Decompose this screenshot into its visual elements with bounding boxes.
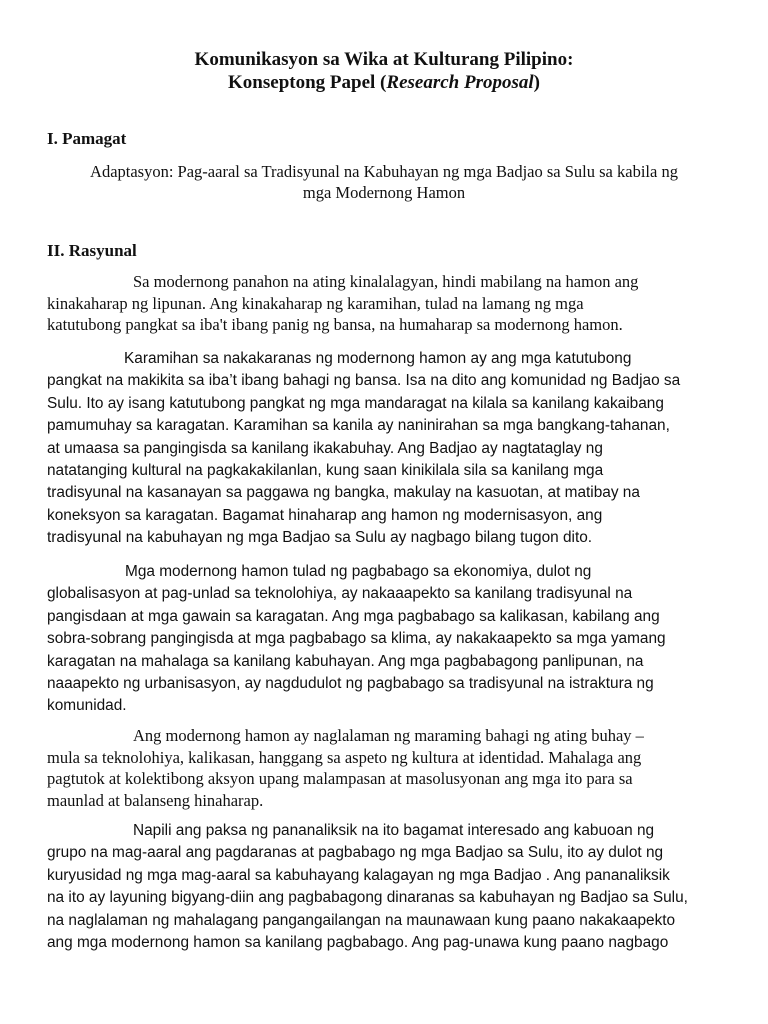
section-heading-rasyunal: II. Rasyunal bbox=[47, 241, 137, 260]
paragraph-line: pagtutok at kolektibong aksyon upang malampasan at masolusyonan ang mga ito para sa bbox=[47, 769, 633, 788]
paragraph-line: Napili ang paksa ng pananaliksik na ito bagamat interesado ang kabuoan ng bbox=[133, 822, 655, 839]
rasyunal-paragraph-4 bbox=[47, 725, 727, 811]
paragraph-line: komunidad. bbox=[47, 697, 127, 715]
paragraph-line: globalisasyon at pag-unlad sa teknolohiya, ay nakaaapekto sa kanilang tradisyunal na bbox=[47, 585, 633, 603]
paragraph-line: pangisdaan at mga gawain sa karagatan. Ang mga pagbabago sa kalikasan, kabilang ang bbox=[47, 607, 660, 625]
paragraph-line: na ito ay layuning bigyang-diin ang pagbabagong dinaranas sa kabuhayan ng Badjao sa Sulu, bbox=[47, 889, 688, 907]
paragraph-line: pangkat na makikita sa iba’t ibang bahagi ng bansa. Isa na dito ang komunidad ng Badjao sa bbox=[47, 372, 681, 390]
paragraph-line: pamumuhay sa karagatan. Karamihan sa kanila ay naninirahan sa mga bangkang-tahanan, bbox=[47, 417, 670, 435]
paragraph-line: na naglalaman ng mahalagang pangangailangan na maunawaan kung paano nakakaapekto bbox=[47, 911, 676, 929]
research-title bbox=[50, 161, 718, 203]
paragraph-line: Karamihan sa nakakaranas ng modernong hamon ay ang mga katutubong bbox=[124, 350, 632, 367]
paragraph-line: natatanging kultural na pagkakakilanlan, kung saan kinikilala sila sa kanilang mga bbox=[47, 462, 604, 480]
title-line-2-italic: Research Proposal bbox=[386, 72, 534, 93]
document-title-line-2 bbox=[0, 71, 768, 94]
document-title-line-1: Komunikasyon sa Wika at Kulturang Pilipino: bbox=[194, 49, 574, 70]
paragraph-line: Mga modernong hamon tulad ng pagbabago sa ekonomiya, dulot ng bbox=[125, 563, 592, 580]
paragraph-line: kuryusidad ng mga mag-aaral sa kabuhayang kalagayan ng mga Badjao . Ang pananaliksik bbox=[47, 866, 670, 884]
paragraph-line: koneksyon sa karagatan. Bagamat hinaharap ang hamon ng modernisasyon, ang bbox=[47, 506, 603, 524]
rasyunal-paragraph-3 bbox=[47, 561, 727, 718]
paragraph-line: tradisyunal na kasanayan sa paggawa ng bangka, makulay na kasuotan, at matibay na bbox=[47, 484, 640, 502]
paragraph-line: ang mga modernong hamon sa kanilang pagbabago. Ang pag-unawa kung paano nagbago bbox=[47, 934, 669, 952]
rasyunal-paragraph-5 bbox=[47, 820, 727, 954]
paragraph-line: karagatan na mahalaga sa kanilang kabuhayan. Ang mga pagbabagong panlipunan, na bbox=[47, 652, 644, 670]
rasyunal-paragraph-2 bbox=[47, 348, 727, 550]
paragraph-line: sobra-sobrang pangingisda at mga pagbabago sa klima, ay nakakaapekto sa mga yamang bbox=[47, 630, 666, 648]
rasyunal-paragraph-1 bbox=[47, 271, 727, 336]
title-line-2-prefix: Konseptong Papel ( bbox=[228, 72, 387, 93]
paragraph-line: kinakaharap ng lipunan. Ang kinakaharap ng karamihan, tulad na lamang ng mga bbox=[47, 293, 584, 313]
paragraph-line: grupo na mag-aaral ang pagdaranas at pagbabago ng mga Badjao sa Sulu, ito ay dulot ng bbox=[47, 844, 664, 862]
research-title-line-1: Adaptasyon: Pag-aaral sa Tradisyunal na Kabuhayan ng mga Badjao sa Sulu sa kabila ng bbox=[90, 162, 678, 181]
paragraph-line: Sa modernong panahon na ating kinalalagyan, hindi mabilang na hamon ang bbox=[133, 272, 639, 291]
paragraph-line: naaapekto ng urbanisasyon, ay nagdudulot ng pagbabago sa tradisyunal na istraktura ng bbox=[47, 675, 654, 693]
research-title-line-2: mga Modernong Hamon bbox=[302, 183, 466, 202]
paragraph-line: tradisyunal na kabuhayan ng mga Badjao sa Sulu ay nagbago bilang tugon dito. bbox=[47, 529, 593, 547]
paragraph-line: mula sa teknolohiya, kalikasan, hanggang sa aspeto ng kultura at identidad. Mahalaga ang bbox=[47, 747, 642, 767]
paragraph-line: Sulu. Ito ay isang katutubong pangkat ng mga mandaragat na kilala sa kanilang kakaibang bbox=[47, 394, 664, 412]
paragraph-line: maunlad at balanseng hinaharap. bbox=[47, 790, 264, 810]
paragraph-line: katutubong pangkat sa iba't ibang panig ng bansa, na humaharap sa modernong hamon. bbox=[47, 315, 623, 334]
title-line-2-suffix: ) bbox=[533, 72, 540, 93]
section-heading-pamagat: I. Pamagat bbox=[47, 129, 127, 148]
paragraph-line: at umaasa sa pangingisda sa kanilang ikakabuhay. Ang Badjao ay nagtataglay ng bbox=[47, 439, 603, 457]
paragraph-line: Ang modernong hamon ay naglalaman ng maraming bahagi ng ating buhay – bbox=[133, 726, 644, 745]
